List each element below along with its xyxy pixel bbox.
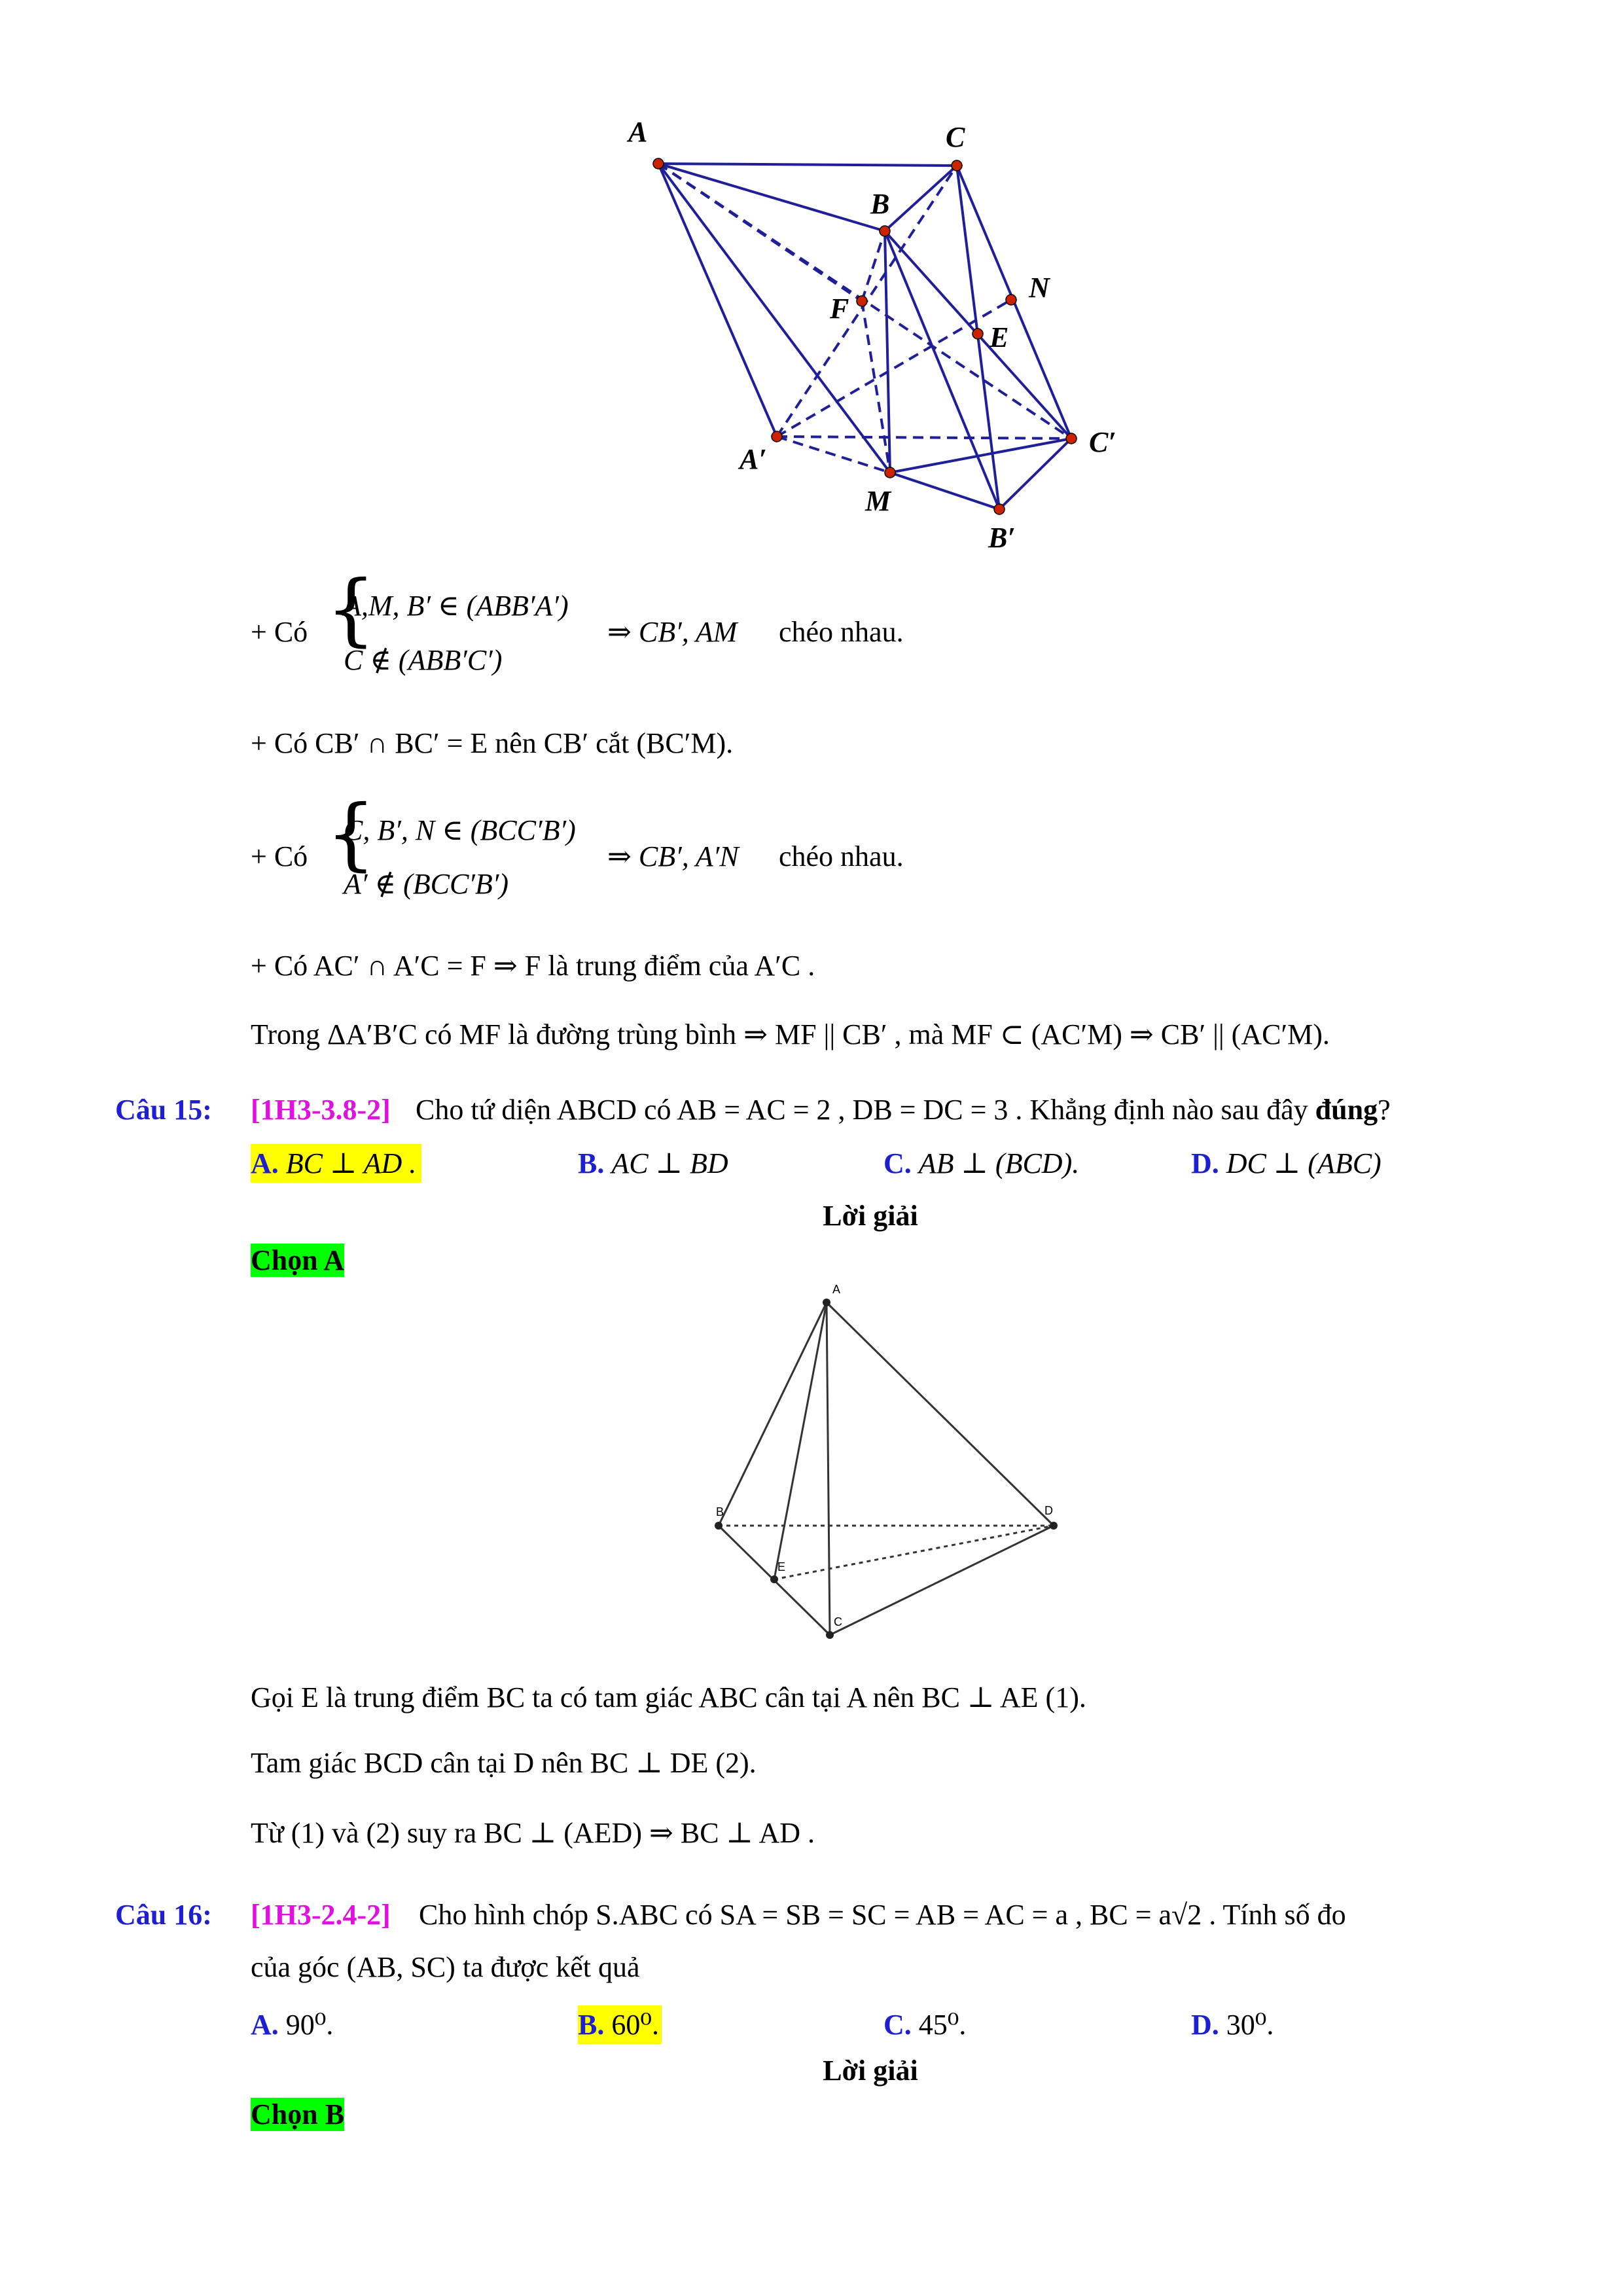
tet-point-c: [826, 1631, 834, 1639]
s3-result: ⇒ CB′, A′N: [607, 840, 739, 872]
s1-tail: chéo nhau.: [779, 616, 904, 648]
tet-point-e: [770, 1575, 778, 1583]
label-e: E: [990, 321, 1009, 353]
q15-option-c[interactable]: C. AB ⊥ (BCD).: [883, 1147, 1080, 1179]
s1-brace: {: [326, 564, 376, 655]
label-b: B: [870, 188, 890, 220]
q15-choice: Chọn A: [251, 1244, 345, 1276]
q15-solution-line-3: Từ (1) và (2) suy ra BC ⊥ (AED) ⇒ BC ⊥ AD .: [251, 1817, 815, 1849]
s1-result: ⇒ CB′, AM: [607, 616, 738, 648]
q15-solution-line-1: Gọi E là trung điểm BC ta có tam giác ABC cân tại A nên BC ⊥ AE (1).: [251, 1681, 1086, 1713]
q16-solution-title: Lời giải: [823, 2054, 918, 2087]
s3-brace: {: [326, 789, 376, 880]
s1-row2: C ∉ (ABB′C′): [344, 644, 503, 676]
tet-label-c: C: [834, 1615, 842, 1628]
s4-text: + Có AC′ ∩ A′C = F ⇒ F là trung điểm của A′C .: [251, 950, 815, 982]
tet-label-d: D: [1044, 1504, 1053, 1517]
s3-prefix: + Có: [251, 840, 308, 872]
q16-number: Câu 16:: [115, 1899, 212, 1931]
q16-option-d[interactable]: D. 30⁰.: [1191, 2009, 1274, 2041]
label-n: N: [1029, 272, 1050, 304]
s3-tail: chéo nhau.: [779, 840, 904, 872]
q16-stem-line-1: Cho hình chóp S.ABC có SA = SB = SC = AB = AC = a , BC = a√2 . Tính số đo: [419, 1899, 1346, 1931]
q16-option-b[interactable]: B. 60⁰.: [578, 2005, 662, 2044]
q16-choice: Chọn B: [251, 2098, 345, 2130]
s3-row2: A′ ∉ (BCC′B′): [344, 868, 509, 900]
q16-option-a[interactable]: A. 90⁰.: [251, 2009, 334, 2041]
label-b-prime: B′: [988, 522, 1016, 554]
q16-stem-line-2: của góc (AB, SC) ta được kết quả: [251, 1951, 640, 1983]
label-m: M: [865, 485, 891, 517]
s2-text: + Có CB′ ∩ BC′ = E nên CB′ cắt (BC′M).: [251, 727, 734, 759]
q15-option-b[interactable]: B. AC ⊥ BD: [578, 1147, 728, 1179]
q15-option-d[interactable]: D. DC ⊥ (ABC): [1191, 1147, 1382, 1179]
label-c: C: [946, 121, 965, 153]
tet-label-b: B: [716, 1505, 724, 1518]
label-a: A: [628, 116, 648, 148]
s1-prefix: + Có: [251, 616, 308, 648]
tet-label-a: A: [832, 1283, 841, 1296]
label-a-prime: A′: [740, 443, 767, 475]
q15-number: Câu 15:: [115, 1094, 212, 1126]
label-f: F: [830, 293, 849, 325]
q15-solution-title: Lời giải: [823, 1200, 918, 1232]
tet-label-e: E: [777, 1560, 786, 1573]
tet-point-a: [823, 1299, 830, 1306]
q16-option-c[interactable]: C. 45⁰.: [883, 2009, 967, 2041]
tet-point-d: [1050, 1522, 1058, 1530]
s5-text: Trong ΔA′B′C có MF là đường trùng bình ⇒ MF || CB′ , mà MF ⊂ (AC′M) ⇒ CB′ || (AC′M).: [251, 1018, 1330, 1050]
q15-code: [1H3-3.8-2]: [251, 1094, 391, 1126]
s1-row1: A,M, B′ ∈ (ABB′A′): [344, 590, 569, 622]
tet-point-b: [715, 1522, 722, 1530]
q15-option-a[interactable]: A. BC ⊥ AD .: [251, 1144, 421, 1183]
label-c-prime: C′: [1089, 426, 1116, 458]
q15-solution-line-2: Tam giác BCD cân tại D nên BC ⊥ DE (2).: [251, 1747, 757, 1779]
q15-stem: Cho tứ diện ABCD có AB = AC = 2 , DB = DC = 3 . Khẳng định nào sau đây đúng?: [416, 1094, 1391, 1126]
s3-row1: C, B′, N ∈ (BCC′B′): [344, 814, 576, 846]
q16-code: [1H3-2.4-2]: [251, 1899, 391, 1931]
